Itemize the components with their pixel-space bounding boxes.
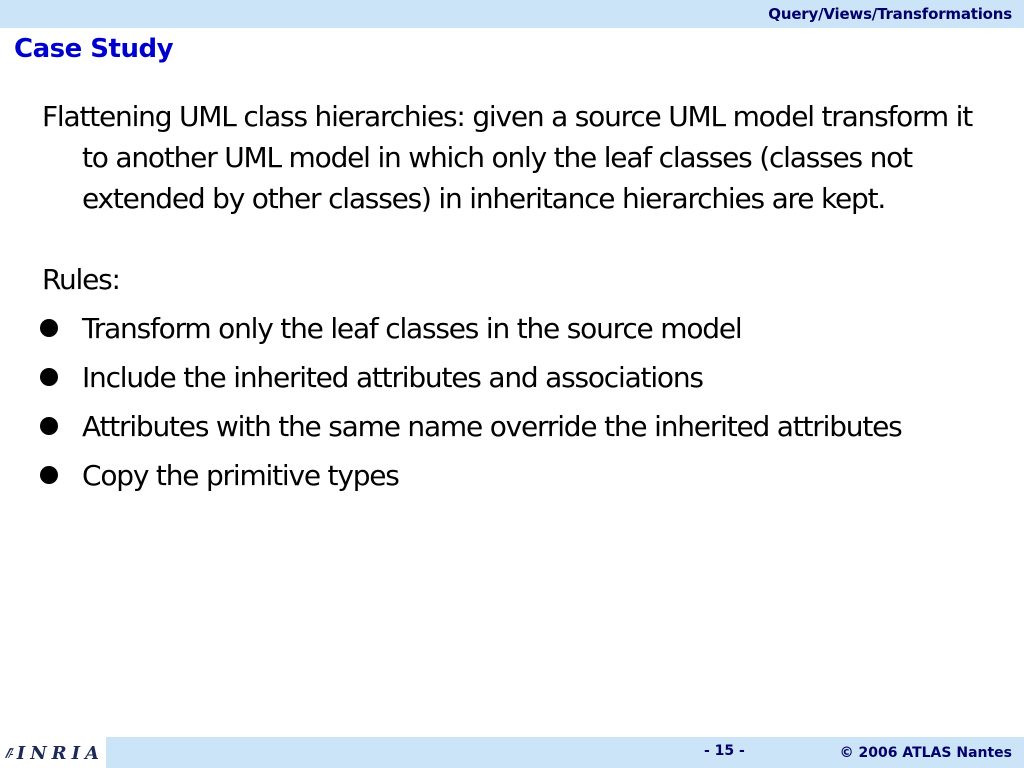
rule-text: Attributes with the same name override the inherited attributes [82,410,902,443]
bullet-icon [40,466,58,484]
bullet-icon [40,417,58,435]
rules-list [36,308,982,496]
rule-text: Transform only the leaf classes in the source model [82,312,742,345]
rules-heading: Rules: [42,263,120,296]
inria-logo-icon [4,741,15,765]
header-title: Query/Views/Transformations [768,5,1012,23]
rule-item [36,357,982,398]
inria-logo [4,739,104,767]
rule-item [36,455,982,496]
header-bar [0,0,1024,28]
bullet-icon [40,319,58,337]
bullet-icon [40,368,58,386]
rule-item [36,308,982,349]
rule-text: Include the inherited attributes and associations [82,361,703,394]
copyright-notice: © 2006 ATLAS Nantes [839,745,1012,761]
page-number: - 15 - [704,743,745,759]
slide-title: Case Study [14,34,174,64]
intro-paragraph: Flattening UML class hierarchies: given a source UML model transform it to another UML model in which only the leaf classes (classes not extended by other classes) in inheritance hierarchies are kept. [42,100,973,215]
slide-body [42,96,982,496]
inria-logo-text: INRIA [16,742,104,764]
rule-item [36,406,982,447]
rule-text: Copy the primitive types [82,459,399,492]
